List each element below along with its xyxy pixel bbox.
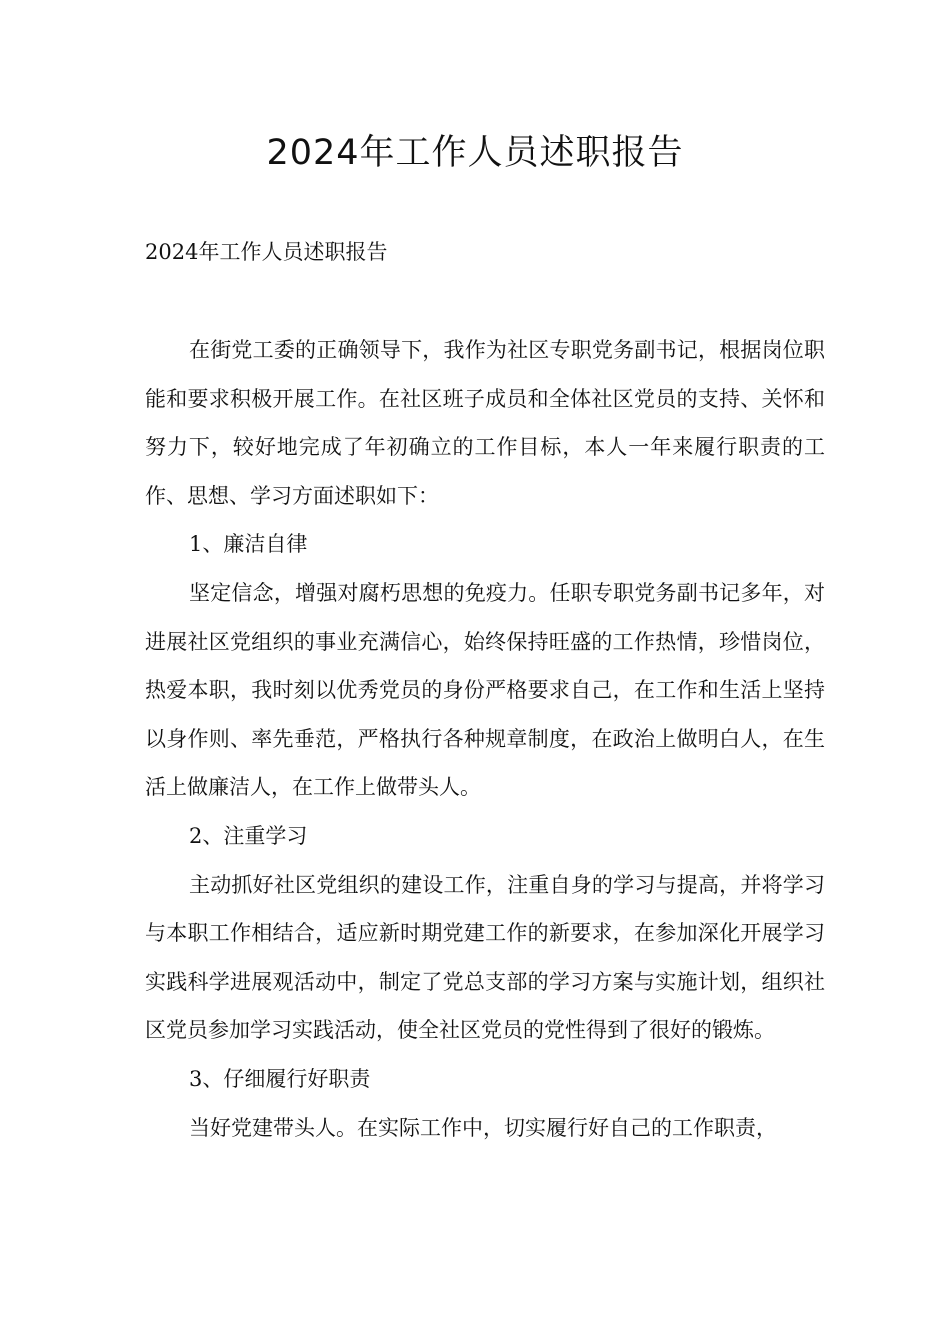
section-heading-3: 3、仔细履行好职责 (189, 1066, 371, 1091)
document-title: 2024年工作人员述职报告 (266, 133, 684, 173)
intro-paragraph: 在街党工委的正确领导下，我作为社区专职党务副书记，根据岗位职能和要求积极开展工作。在社区班子成员和全体社区党员的支持、关怀和努力下，较好地完成了年初确立的工作目标，本人一年来履行职责的工作、思想、学习方面述职如下： (145, 338, 825, 508)
document-body (145, 326, 825, 1152)
section-paragraph-2: 主动抓好社区党组织的建设工作，注重自身的学习与提高，并将学习与本职工作相结合，适应新时期党建工作的新要求，在参加深化开展学习实践科学进展观活动中，制定了党总支部的学习方案与实施计划，组织社区党员参加学习实践活动，使全社区党员的党性得到了很好的锻炼。 (145, 872, 825, 1043)
section-paragraph-3: 当好党建带头人。在实际工作中，切实履行好自己的工作职责， (189, 1115, 777, 1140)
section-heading-2: 2、注重学习 (189, 823, 308, 848)
section-heading-1: 1、廉洁自律 (189, 532, 308, 557)
section-paragraph-1: 坚定信念，增强对腐朽思想的免疫力。任职专职党务副书记多年，对进展社区党组织的事业充满信心，始终保持旺盛的工作热情，珍惜岗位，热爱本职，我时刻以优秀党员的身份严格要求自己，在工作和生活上坚持以身作则、率先垂范，严格执行各种规章制度，在政治上做明白人，在生活上做廉洁人，在工作上做带头人。 (145, 580, 825, 800)
document-subtitle: 2024年工作人员述职报告 (145, 240, 388, 264)
